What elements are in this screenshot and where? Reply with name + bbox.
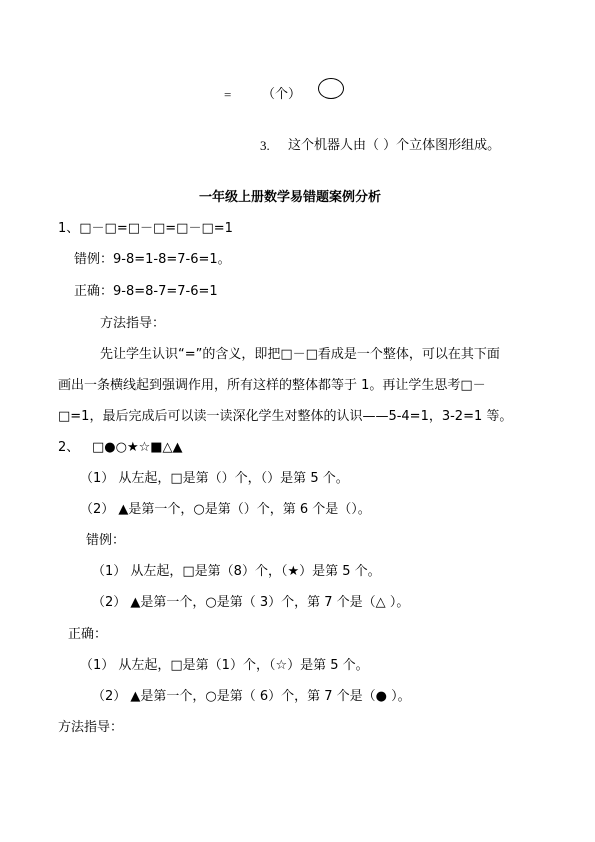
case2-wrong-label: 错例： [86, 533, 126, 548]
case2-wrong-answer1: （1） 从左起，□是第（8）个，（★）是第 5 个。 [92, 564, 381, 579]
case2-question2: （2） ▲是第一个，○是第（）个，第 6 个是（）。 [80, 502, 371, 517]
question3-text: 这个机器人由（ ）个立体图形组成。 [288, 138, 501, 153]
case1-method-line: 画出一条横线起到强调作用，所有这样的整体都等于 1。再让学生思考□－ [58, 378, 486, 393]
case2-wrong-answer2: （2） ▲是第一个，○是第（ 3）个，第 7 个是（△ ）。 [92, 595, 410, 610]
equals-sign: = [224, 87, 232, 102]
case2-method-label: 方法指导： [58, 720, 124, 735]
case2-question1: （1） 从左起，□是第（）个，（）是第 5 个。 [80, 471, 349, 486]
case2-shape-sequence: □●○★☆■△▲ [92, 440, 183, 455]
question3-number: 3. [260, 138, 270, 153]
case1-wrong-example: 错例：9-8=1-8=7-6=1。 [74, 252, 231, 267]
case1-method-line: □=1，最后完成后可以读一读深化学生对整体的认识——5-4=1，3-2=1 等。 [58, 409, 513, 424]
case1-correct-example: 正确：9-8=8-7=7-6=1 [74, 284, 218, 299]
case2-correct-answer2: （2） ▲是第一个，○是第（ 6）个，第 7 个是（● ）。 [92, 689, 411, 704]
page-title: 一年级上册数学易错题案例分析 [199, 190, 382, 205]
case1-method-label: 方法指导： [100, 316, 166, 331]
case1-method-line: 先让学生认识“=”的含义，即把□－□看成是一个整体，可以在其下面 [100, 347, 500, 362]
case2-correct-label: 正确： [68, 627, 108, 642]
circle-shape [318, 78, 344, 99]
unit-label: （个） [262, 87, 302, 102]
case1-heading: 1、□－□=□－□=□－□=1 [58, 221, 233, 236]
case2-correct-answer1: （1） 从左起，□是第（1）个，（☆）是第 5 个。 [80, 658, 369, 673]
case2-number: 2、 [58, 440, 80, 455]
